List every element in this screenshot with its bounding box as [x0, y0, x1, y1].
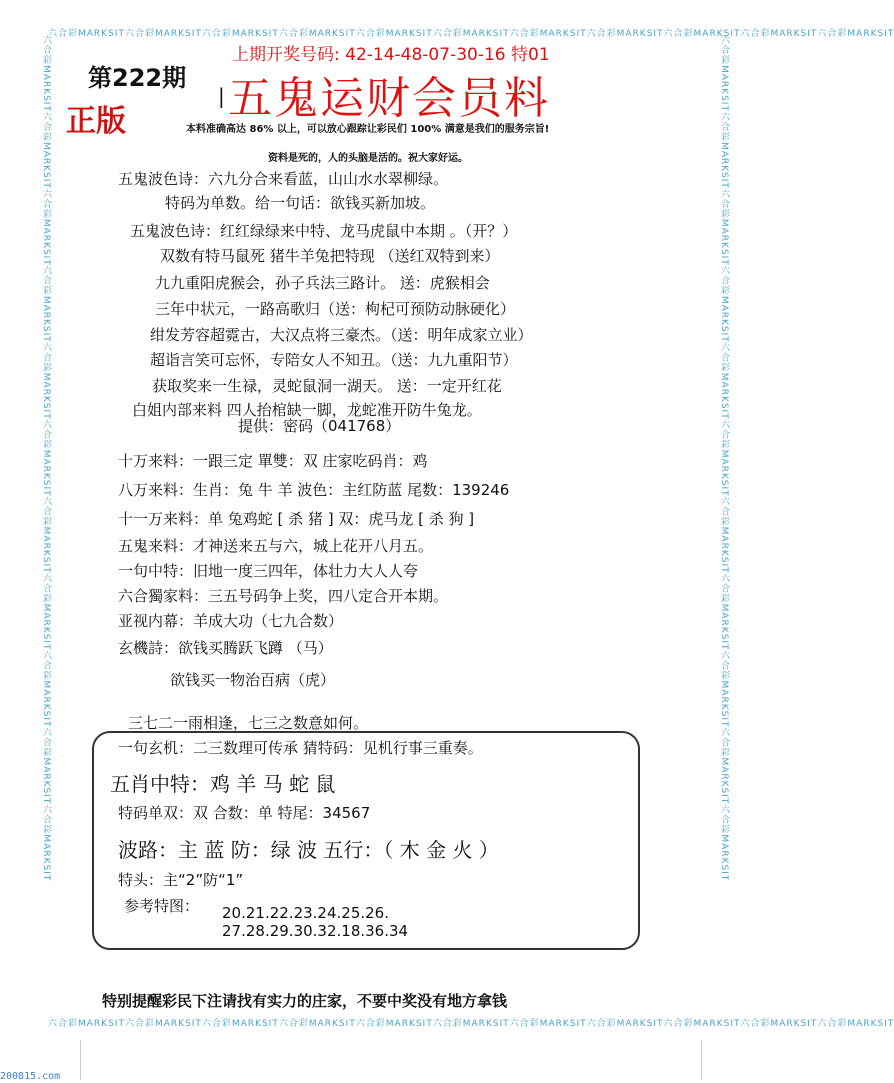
box-line-wave: 波路：主 蓝 防：绿 波 五行：（ 木 金 火 ） — [118, 838, 499, 862]
bottom-strip — [80, 1040, 702, 1080]
box-ref-row-2: 27.28.29.30.32.18.36.34 — [222, 922, 409, 940]
border-top: 六合彩MARKSIT六合彩MARKSIT六合彩MARKSIT六合彩MARKSIT六合彩MARKSIT六合彩MARKSIT六合彩MARKSIT六合彩MARKSIT六合彩MARKSIT六合彩MARKSIT六合彩MARKSIT — [48, 29, 894, 39]
poem-line: 超诣言笑可忘怀，专陪女人不知丑。（送：九九重阳节） — [150, 351, 518, 369]
tip-line: 欲钱买一物治百病（虎） — [170, 671, 336, 689]
tip-line: 三七二一雨相逢，七三之数意如何。 — [128, 714, 369, 732]
poem-line: 绀发芳容超霓古，大汉点将三豪杰。（送：明年成家立业） — [150, 326, 533, 344]
poem-line: 三年中状元，一路高歌归（送：枸杞可预防动脉硬化） — [155, 300, 516, 318]
box-ref-row-1: 20.21.22.23.24.25.26. — [222, 904, 389, 922]
tip-line: 一句中特：旧地一度三四年，体壮力大人人夸 — [118, 562, 419, 580]
tip-line: 八万来料：生肖：兔 牛 羊 波色：主红防蓝 尾数：139246 — [118, 481, 510, 499]
box-line-odd-even: 特码单双：双 合数：单 特尾：34567 — [118, 804, 371, 822]
poem-line: 九九重阳虎猴会，孙子兵法三路计。 送：虎猴相会 — [155, 274, 490, 292]
border-bottom: 六合彩MARKSIT六合彩MARKSIT六合彩MARKSIT六合彩MARKSIT六合彩MARKSIT六合彩MARKSIT六合彩MARKSIT六合彩MARKSIT六合彩MARKSIT六合彩MARKSIT六合彩MARKSIT — [48, 1019, 894, 1029]
tip-line: 五鬼来料：才神送来五与六，城上花开八月五。 — [118, 537, 434, 555]
poem-line: 五鬼波色诗：红红绿绿来中特、龙马虎鼠中本期 。（开？） — [130, 222, 518, 240]
tip-line: 十万来料：一跟三定 單雙：双 庄家吃码肖：鸡 — [118, 452, 428, 470]
tip-line: 十一万来料：单 兔鸡蛇 [ 杀 猪 ] 双：虎马龙 [ 杀 狗 ] — [118, 510, 475, 528]
box-ref-label: 参考特图： — [124, 897, 200, 915]
box-line-riddle: 一句玄机：二三数理可传承 猜特码：见机行事三重奏。 — [118, 739, 483, 757]
box-line-head: 特头：主“2”防“1” — [118, 871, 244, 889]
box-line-zodiac: 五肖中特：鸡 羊 马 蛇 鼠 — [110, 772, 336, 796]
poem-line: 获取奖来一生禄，灵蛇鼠洞一湖天。 送：一定开红花 — [152, 377, 502, 395]
border-left: 六合彩MARKSIT六合彩MARKSIT六合彩MARKSIT六合彩MARKSIT六合彩MARKSIT六合彩MARKSIT六合彩MARKSIT六合彩MARKSIT六合彩MARKSIT六合彩MARKSIT六合彩MARKSIT — [41, 35, 51, 882]
issue-number: 第222期 — [88, 64, 187, 92]
border-right: 六合彩MARKSIT六合彩MARKSIT六合彩MARKSIT六合彩MARKSIT六合彩MARKSIT六合彩MARKSIT六合彩MARKSIT六合彩MARKSIT六合彩MARKSIT六合彩MARKSIT六合彩MARKSIT — [719, 35, 729, 882]
tip-line: 六合獨家料：三五号码争上奖，四八定合开本期。 — [118, 587, 449, 605]
poem-line: 白姐内部来料 四人抬棺缺一脚，龙蛇准开防牛兔龙。 — [132, 401, 482, 419]
page-title: 五鬼运财会员料 — [228, 73, 550, 124]
motto-line-1: 本料准确高达 86% 以上，可以放心跟踪让彩民们 100% 满意是我们的服务宗旨! — [186, 124, 550, 135]
motto-line-2: 资料是死的，人的头脑是活的。祝大家好运。 — [268, 153, 468, 164]
footer-notice: 特别提醒彩民下注请找有实力的庄家，不要中奖没有地方拿钱 — [102, 992, 508, 1010]
site-watermark: 200815.com — [0, 1071, 61, 1082]
last-draw-numbers: 上期开奖号码: 42-14-48-07-30-16 特01 — [232, 45, 550, 65]
poem-line: 五鬼波色诗：六九分合来看蓝，山山水水翠柳绿。 — [118, 170, 449, 188]
tip-line: 亚视内幕：羊成大功（七九合数） — [118, 612, 344, 630]
poem-line: 双数有特马鼠死 猪牛羊兔把特现 （送红双特到来） — [160, 247, 500, 265]
poem-line: 特码为单数。给一句话：欲钱买新加坡。 — [165, 194, 436, 212]
edition-label: 正版 — [66, 104, 126, 139]
poem-line: 提供：密码（041768） — [238, 417, 401, 435]
tip-line: 玄機詩：欲钱买腾跃飞蹲 （马） — [118, 639, 333, 657]
title-divider: | — [218, 84, 225, 108]
